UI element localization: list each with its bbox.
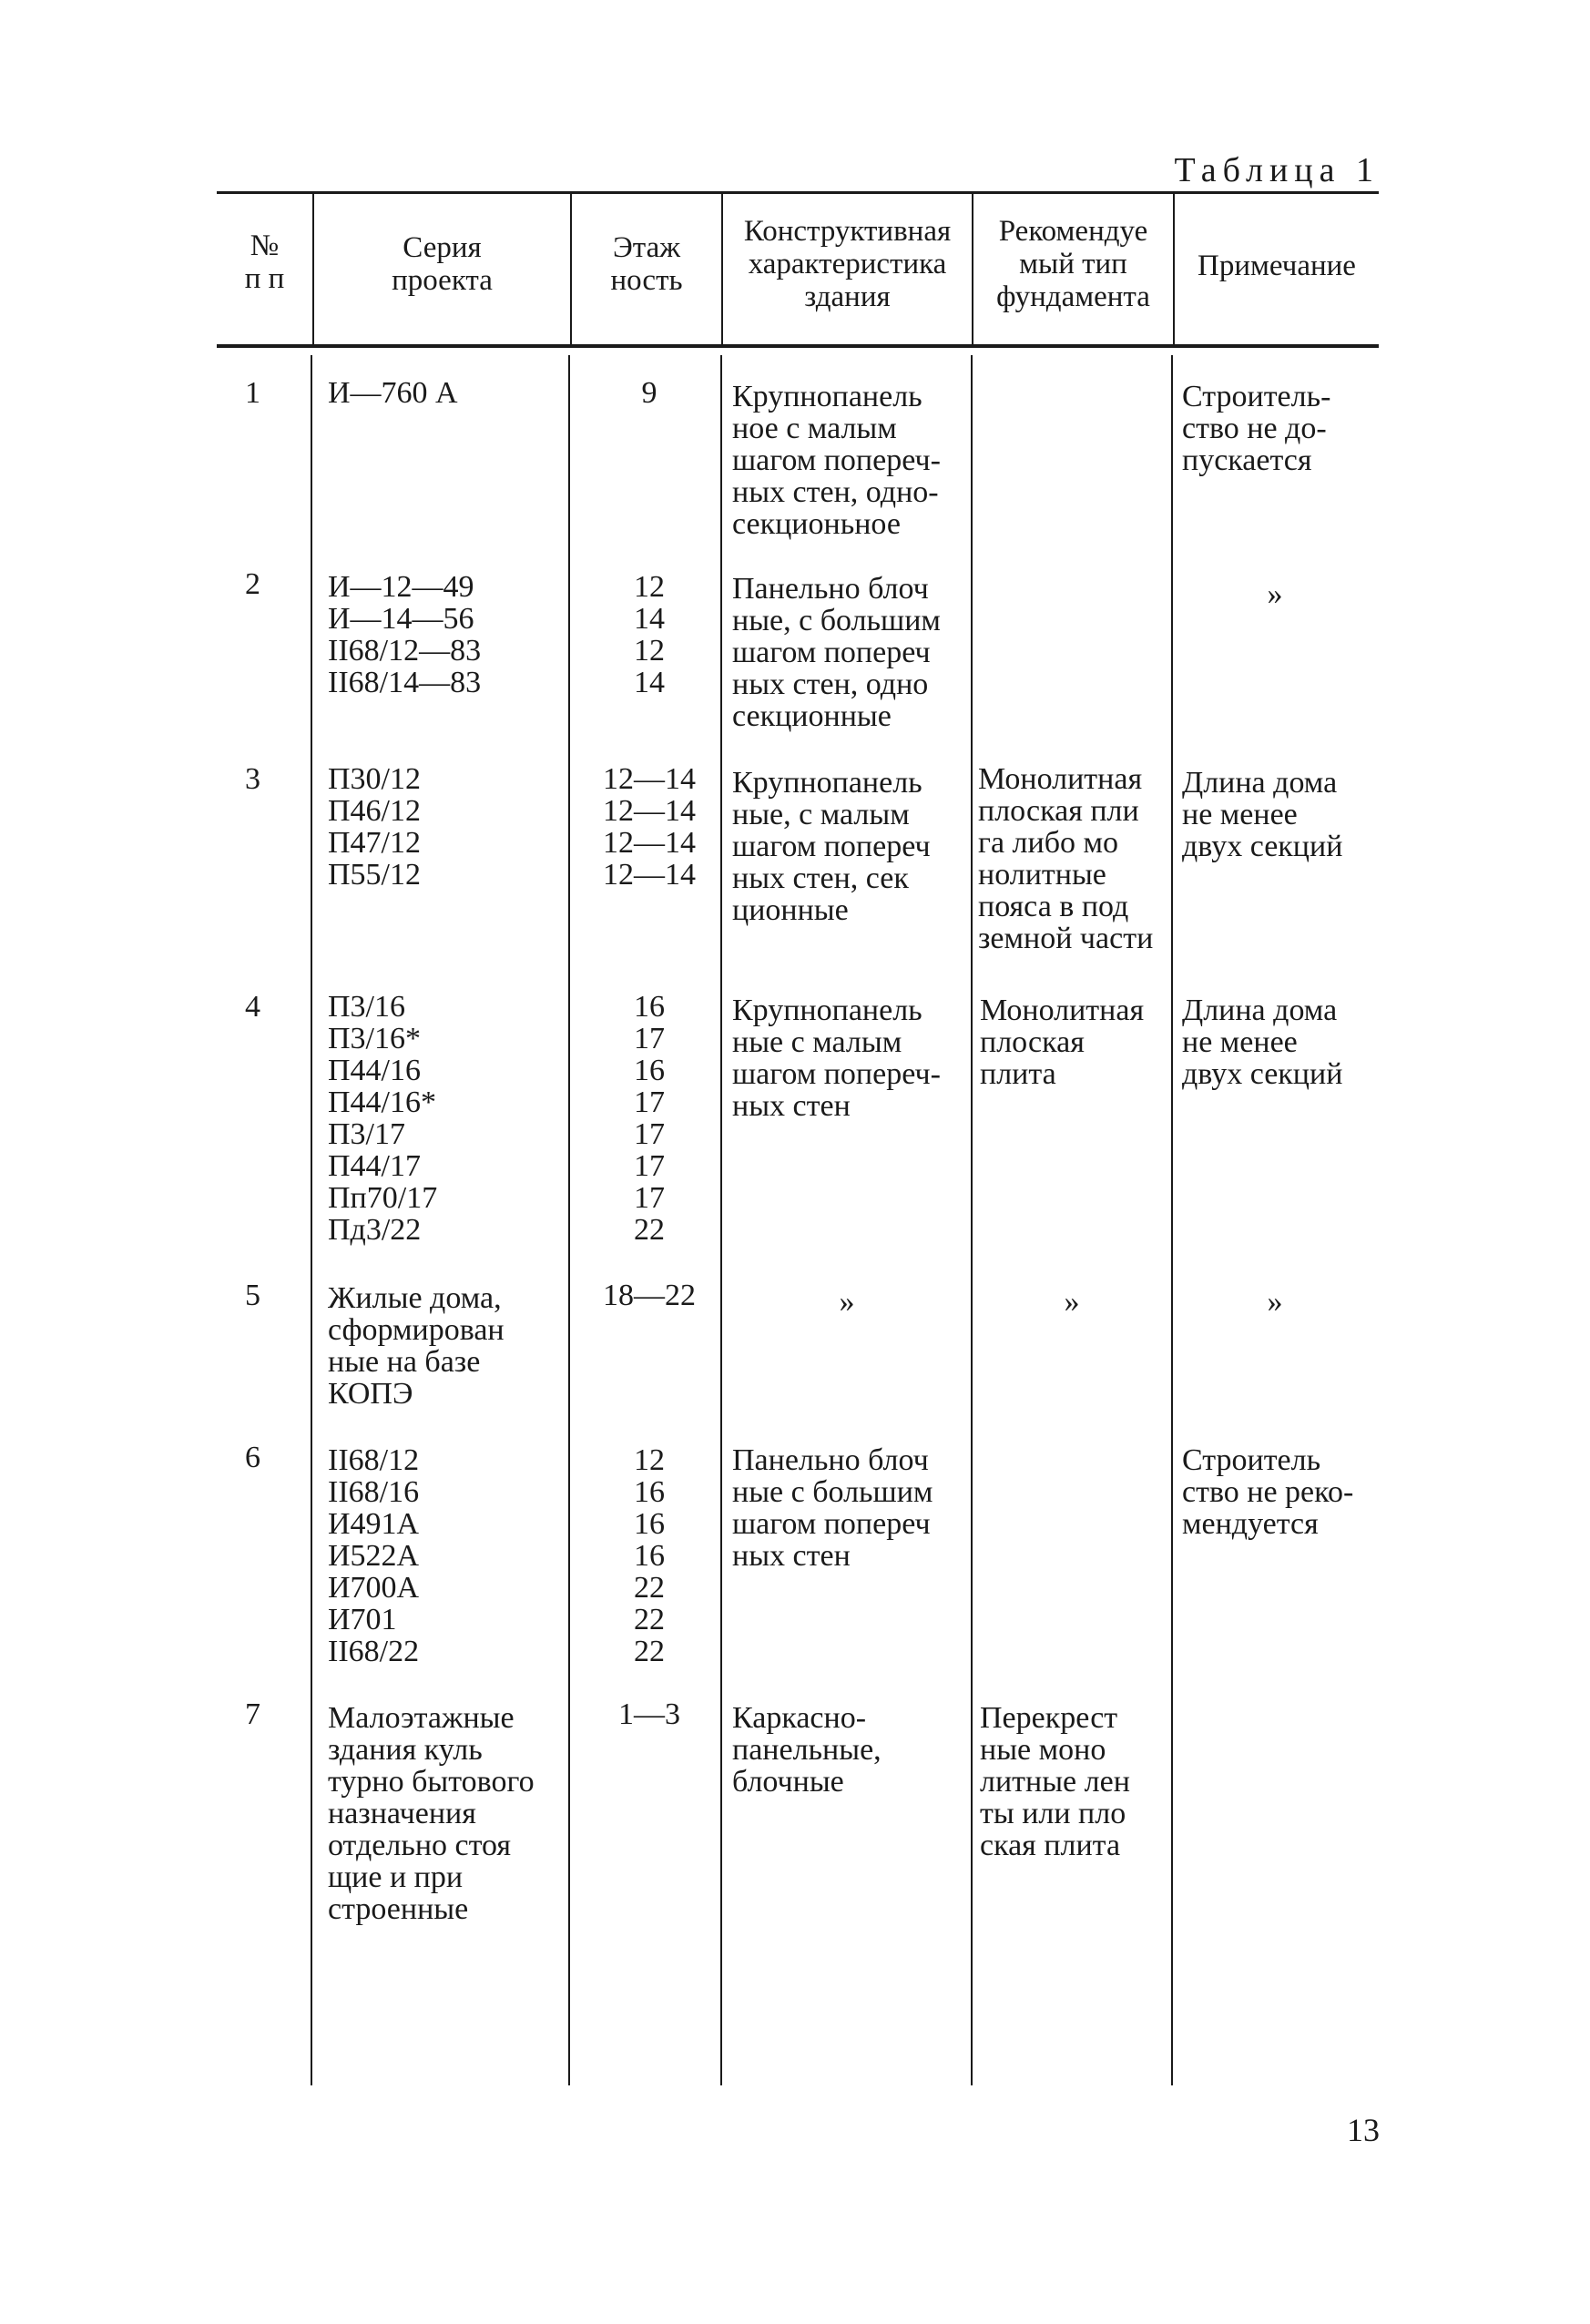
row-foundation: » <box>1064 1285 1080 1319</box>
row-floors: 12 14 12 14 <box>634 570 665 699</box>
row-foundation: Монолитная плоская пли га либо мо нолитные пояса в под земной части <box>978 762 1154 955</box>
row-series: П30/12 П46/12 П47/12 П55/12 <box>328 762 421 892</box>
row-num: 1 <box>245 376 260 410</box>
row-note: Строитель ство не реко- мендуется <box>1182 1443 1354 1541</box>
table-caption: Таблица 1 <box>1174 151 1380 189</box>
header-num: № п п <box>244 229 285 295</box>
row-floors: 16 17 16 17 17 17 17 22 <box>634 990 665 1247</box>
row-foundation: Монолитная плоская плита <box>980 994 1145 1091</box>
header-series: Серия проекта <box>392 231 493 297</box>
row-series: И—12—49 И—14—56 II68/12—83 II68/14—83 <box>328 570 482 699</box>
row-num: 6 <box>245 1441 260 1474</box>
header-bottom-rule <box>217 344 1379 348</box>
header-note: Примечание <box>1198 250 1356 282</box>
row-series: И—760 А <box>328 376 458 410</box>
row-note: » <box>1267 1285 1283 1319</box>
column-divider <box>971 355 973 2085</box>
row-construction: Крупнопанель ные с малым шагом попереч- ных стен <box>732 994 941 1123</box>
row-note: Длина дома не менее двух секций <box>1182 766 1343 863</box>
row-foundation: Перекрест ные моно литные лен ты или пло ская плита <box>980 1701 1130 1862</box>
row-construction: Крупнопанель ное с малым шагом попереч- ных стен, одно- секционьное <box>732 380 941 541</box>
row-series: Жилые дома, сформирован ные на базе КОПЭ <box>328 1281 505 1411</box>
table-top-rule <box>217 191 1379 194</box>
column-divider <box>311 355 312 2085</box>
row-series: Малоэтажные здания куль турно бытового назначения отдельно стоя щие и при строенные <box>328 1701 535 1926</box>
row-note: » <box>1267 577 1283 611</box>
row-num: 4 <box>245 990 260 1024</box>
row-num: 7 <box>245 1697 260 1731</box>
header-construction: Конструктивная характеристика здания <box>743 215 952 313</box>
row-construction: Крупнопанель ные, с малым шагом попереч ных стен, сек ционные <box>732 766 931 927</box>
row-construction: Панельно блоч ные с большим шагом попереч ных стен <box>732 1443 933 1573</box>
header-floors: Этаж ность <box>610 231 683 297</box>
row-floors: 9 <box>641 376 657 410</box>
row-construction: Панельно блоч ные, с большим шагом попереч ных стен, одно секционные <box>732 572 941 733</box>
column-divider <box>1171 355 1173 2085</box>
row-note: Длина дома не менее двух секций <box>1182 994 1343 1091</box>
row-construction: Каркасно- панельные, блочные <box>732 1701 882 1799</box>
row-num: 3 <box>245 762 260 796</box>
row-construction: » <box>839 1285 855 1319</box>
row-series: II68/12 II68/16 И491А И522А И700А И701 II68/22 <box>328 1443 420 1668</box>
row-floors: 12—14 12—14 12—14 12—14 <box>603 762 696 892</box>
row-note: Строитель- ство не до- пускается <box>1182 380 1331 477</box>
row-num: 5 <box>245 1279 260 1312</box>
row-num: 2 <box>245 567 260 601</box>
page-number: 13 <box>1347 2112 1380 2148</box>
row-floors: 18—22 <box>603 1279 696 1312</box>
row-series: П3/16 П3/16* П44/16 П44/16* П3/17 П44/17 Пп70/17 Пд3/22 <box>328 990 438 1247</box>
row-floors: 1—3 <box>618 1697 680 1731</box>
row-floors: 12 16 16 16 22 22 22 <box>634 1443 665 1668</box>
header-foundation: Рекомендуе мый тип фундамента <box>996 215 1150 313</box>
